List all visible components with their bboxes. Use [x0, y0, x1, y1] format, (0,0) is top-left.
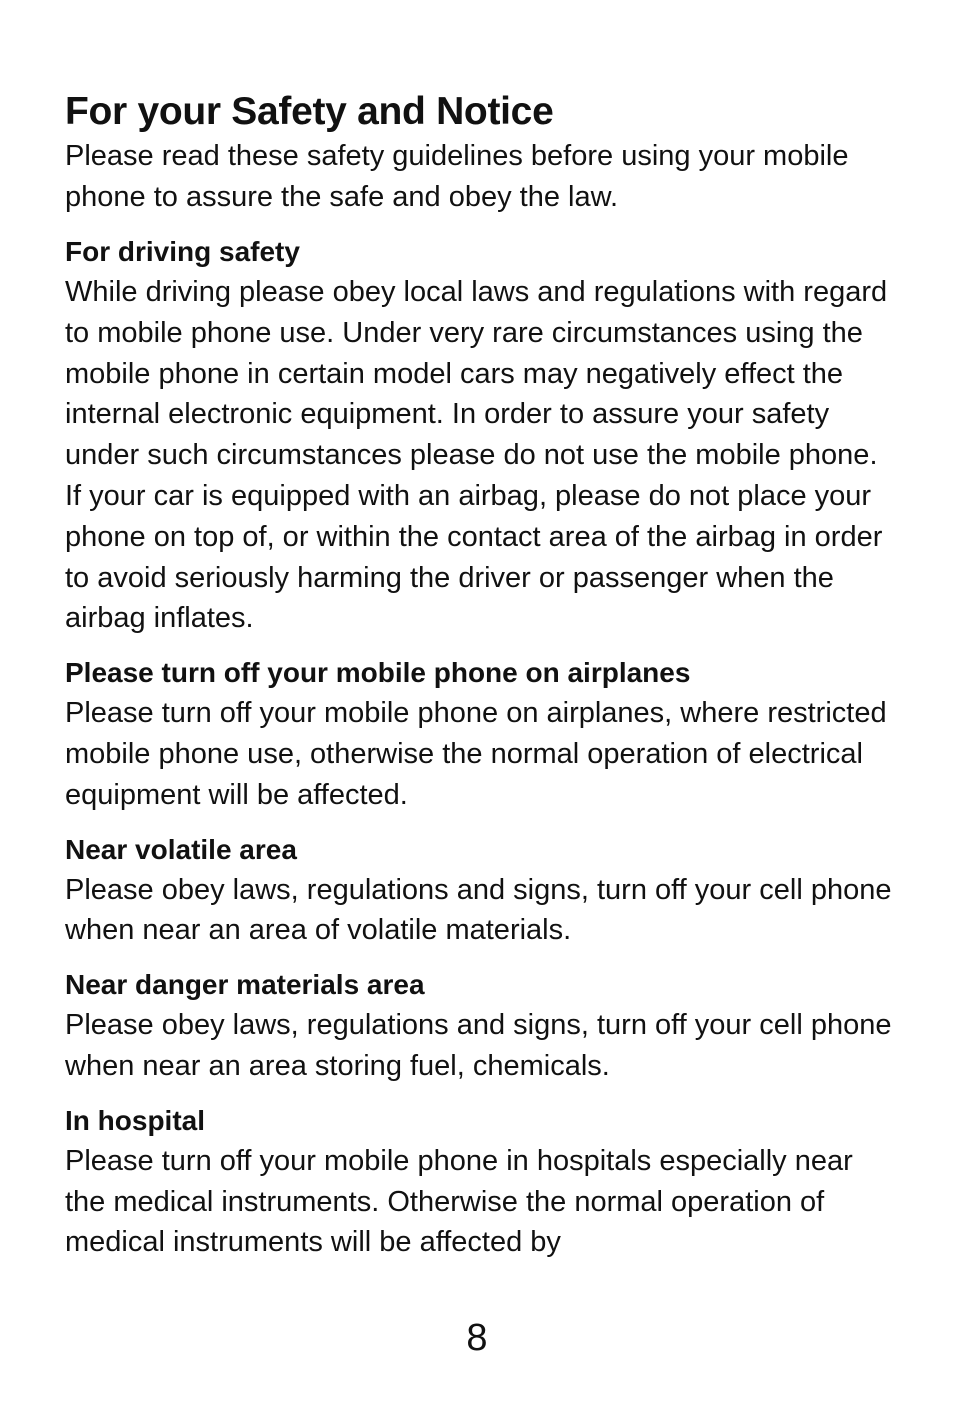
section-heading: Please turn off your mobile phone on airplanes — [65, 657, 691, 689]
section-body: Please obey laws, regulations and signs, turn off your cell phone when near an area storing fuel, chemicals. — [65, 1009, 892, 1082]
page-title: For your Safety and Notice — [65, 90, 554, 133]
section-body: Please obey laws, regulations and signs, turn off your cell phone when near an area of volatile materials. — [65, 873, 892, 947]
section-body: While driving please obey local laws and regulations with regard to mobile phone use. Under very rare circumstances using the mobile phone in certain model cars may negatively effect the internal electronic equipment. In order to assure your safety under such circumstances please do not use the mobile phone. If your car is equipped with an airbag, please do not place your phone on top of, or within the contact area of the airbag in order to avoid seriously harming the driver or passenger when the airbag inflates. — [65, 276, 888, 635]
section-body: Please turn off your mobile phone in hospitals especially near the medical instruments. Otherwise the normal operation of medical instruments will be affected by — [65, 1144, 853, 1259]
section-airplanes — [65, 653, 895, 815]
section-heading: In hospital — [65, 1104, 205, 1136]
document-page — [65, 88, 895, 1263]
section-danger-materials — [65, 965, 895, 1087]
section-hospital — [65, 1101, 895, 1263]
section-driving-safety — [65, 232, 895, 639]
section-heading: For driving safety — [65, 236, 300, 267]
section-body: Please turn off your mobile phone on airplanes, where restricted mobile phone use, otherwise the normal operation of electrical equipment will be affected. — [65, 697, 887, 811]
section-volatile-area — [65, 830, 895, 952]
section-heading: Near volatile area — [65, 833, 297, 865]
intro-paragraph: Please read these safety guidelines before using your mobile phone to assure the safe and obey the law. — [65, 140, 849, 213]
page-number: 8 — [466, 1317, 488, 1359]
section-heading: Near danger materials area — [65, 969, 425, 1001]
